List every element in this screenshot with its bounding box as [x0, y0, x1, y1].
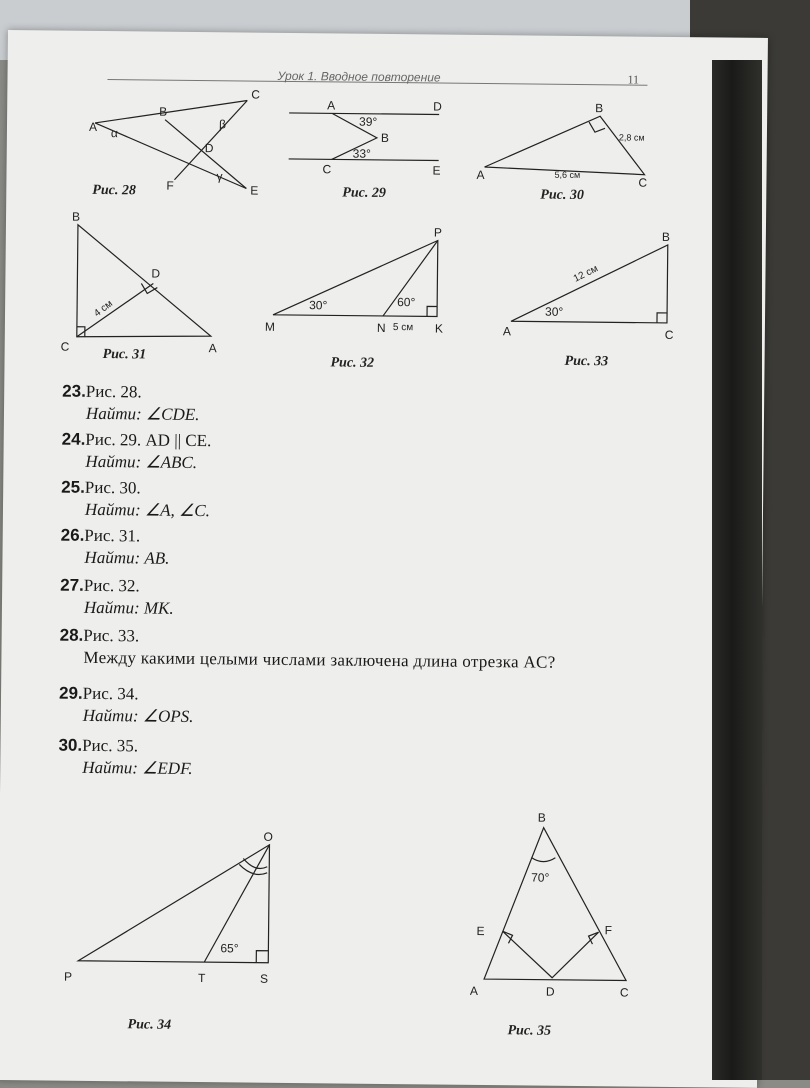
figure-35-drawing — [484, 827, 628, 980]
fig31-label-c: C — [60, 339, 70, 354]
fig29-label-a: A — [327, 98, 336, 113]
fig34-label-p: P — [64, 969, 73, 984]
problem-task: Найти: ∠EDF. — [82, 757, 193, 778]
problem-23 — [62, 381, 200, 426]
fig30-label-b: B — [595, 101, 604, 116]
problem-number: 24. — [61, 429, 86, 449]
fig32-label-k: K — [434, 321, 443, 336]
fig28-label-beta: β — [218, 117, 227, 132]
fig35-angle-70: 70° — [531, 870, 550, 885]
fig29-label-b: B — [380, 130, 389, 145]
problem-number: 26. — [60, 525, 85, 545]
fig35-label-a: A — [469, 983, 479, 998]
figure-34-drawing — [78, 843, 269, 963]
fig31-label-b: B — [71, 209, 81, 224]
fig34-label-t: T — [198, 971, 206, 986]
problem-ref: Рис. 35. — [82, 735, 139, 756]
fig31-side-cd: 4 см — [92, 298, 115, 320]
fig32-label-m: M — [264, 319, 275, 334]
fig35-label-b: B — [537, 810, 546, 825]
fig35-label-e: E — [476, 923, 485, 939]
fig28-label-c: C — [251, 87, 261, 102]
fig31-caption: Рис. 31 — [102, 347, 147, 363]
fig28-label-e: E — [250, 183, 259, 198]
fig28-caption: Рис. 28 — [92, 182, 136, 199]
problem-task: Найти: ∠ABC. — [85, 451, 198, 473]
problem-30 — [58, 735, 193, 780]
problem-ref: Рис. 33. — [83, 625, 140, 646]
notebook-binding — [712, 60, 762, 1080]
problem-task: Найти: AB. — [84, 547, 170, 568]
fig34-label-s: S — [260, 971, 269, 986]
fig35-label-d: D — [545, 984, 555, 999]
fig33-angle-30: 30° — [545, 304, 564, 319]
page-number: 11 — [627, 72, 640, 87]
problem-number: 28. — [59, 625, 84, 645]
problem-number: 29. — [58, 683, 83, 703]
fig28-label-gamma: γ — [216, 169, 223, 184]
problem-question: Между какими целыми числами заключена длина отрезка AC? — [83, 647, 556, 672]
fig33-caption: Рис. 33 — [564, 353, 609, 370]
fig30-side-bc: 2,8 см — [618, 132, 645, 143]
fig32-label-p: P — [433, 225, 442, 240]
fig33-label-a: A — [502, 324, 511, 339]
fig33-label-c: C — [664, 327, 674, 342]
lesson-title: Урок 1. Вводное повторение — [277, 68, 441, 85]
fig35-label-f: F — [604, 923, 613, 938]
figure-30-drawing — [485, 115, 646, 175]
fig34-caption: Рис. 34 — [127, 1017, 172, 1033]
fig29-angle-39: 39° — [358, 114, 378, 129]
problem-task: Найти: ∠CDE. — [85, 403, 200, 425]
problem-24 — [61, 429, 211, 475]
fig35-caption: Рис. 35 — [507, 1023, 552, 1039]
problem-25 — [61, 477, 210, 523]
fig34-label-o: O — [263, 829, 273, 844]
fig30-caption: Рис. 30 — [540, 187, 584, 204]
problem-ref: Рис. 30. — [84, 477, 141, 498]
problem-number: 30. — [58, 735, 83, 755]
problem-26 — [60, 525, 169, 570]
fig34-angle-65: 65° — [220, 941, 239, 956]
fig28-label-b: B — [159, 104, 168, 119]
problem-task: Найти: ∠A, ∠C. — [84, 499, 210, 521]
fig28-label-a: A — [88, 119, 98, 134]
problem-ref: Рис. 34. — [82, 683, 139, 704]
fig28-label-f: F — [166, 178, 174, 193]
fig33-side-ab: 12 см — [571, 263, 600, 285]
fig30-label-c: C — [638, 175, 648, 190]
problem-29 — [59, 683, 194, 728]
fig30-label-a: A — [476, 167, 485, 182]
fig32-angle-60: 60° — [397, 295, 416, 310]
fig31-label-d: D — [151, 266, 161, 281]
fig28-label-d: D — [204, 141, 214, 156]
fig30-side-ac: 5,6 см — [554, 169, 581, 180]
fig32-label-n: N — [376, 320, 386, 335]
fig32-side-nk: 5 см — [392, 322, 414, 334]
fig32-caption: Рис. 32 — [330, 355, 375, 371]
problem-number: 23. — [62, 381, 86, 401]
textbook-page — [0, 30, 768, 1088]
problem-ref: Рис. 31. — [84, 525, 141, 546]
problem-28 — [59, 625, 556, 674]
fig33-label-b: B — [661, 229, 670, 244]
fig29-label-c: C — [322, 162, 332, 177]
fig29-angle-33: 33° — [352, 146, 371, 161]
fig32-angle-30: 30° — [309, 298, 328, 313]
figure-28-drawing — [94, 99, 247, 189]
problem-ref: Рис. 32. — [83, 575, 140, 596]
problem-task: Найти: ∠OPS. — [82, 705, 194, 726]
problem-number: 25. — [61, 477, 85, 497]
figure-31-drawing — [77, 225, 212, 338]
fig35-label-c: C — [619, 985, 629, 1000]
figure-33-drawing — [511, 243, 668, 323]
problem-27 — [60, 575, 174, 620]
fig29-label-e: E — [432, 163, 441, 178]
problem-ref: Рис. 28. — [85, 381, 142, 402]
problem-task: Найти: MK. — [83, 597, 174, 618]
fig29-caption: Рис. 29 — [342, 185, 386, 201]
problem-ref: Рис. 29. AD || CE. — [85, 429, 212, 451]
fig31-label-a: A — [208, 341, 217, 356]
problem-number: 27. — [60, 575, 84, 595]
fig28-label-alpha: α — [110, 126, 118, 141]
fig29-label-d: D — [433, 99, 442, 114]
